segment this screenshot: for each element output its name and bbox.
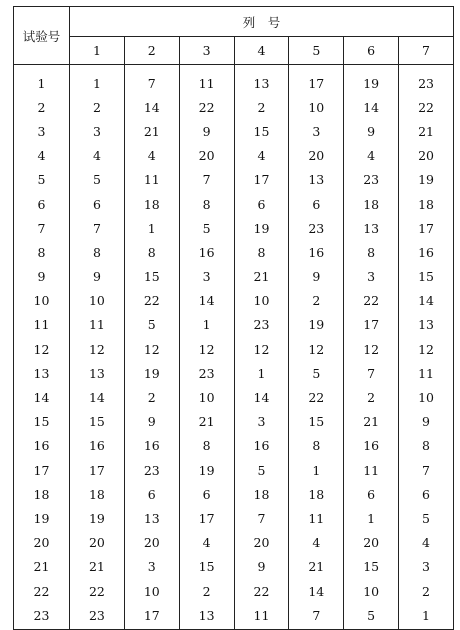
value-cell: 3 <box>289 119 344 143</box>
column-header: 3 <box>179 37 234 65</box>
value-cell: 9 <box>289 265 344 289</box>
orthogonal-table-container <box>13 6 454 630</box>
table-row <box>14 361 454 385</box>
trial-number-cell: 23 <box>33 607 50 623</box>
value-cell: 22 <box>344 289 399 313</box>
value-cell: 2 <box>179 579 234 603</box>
value-cell: 11 <box>344 458 399 482</box>
value-cell: 6 <box>234 192 289 216</box>
value-cell: 6 <box>399 482 454 506</box>
value-cell: 7 <box>70 216 125 240</box>
value-cell: 1 <box>399 603 454 630</box>
table-row <box>14 168 454 192</box>
trial-number-cell: 3 <box>37 123 46 139</box>
value-cell: 21 <box>179 410 234 434</box>
value-cell: 11 <box>289 506 344 530</box>
value-cell: 2 <box>399 579 454 603</box>
value-cell: 16 <box>234 434 289 458</box>
value-cell: 6 <box>124 482 179 506</box>
value-cell: 18 <box>124 192 179 216</box>
value-cell: 3 <box>70 119 125 143</box>
column-header: 1 <box>70 37 125 65</box>
value-cell: 1 <box>289 458 344 482</box>
value-cell: 8 <box>399 434 454 458</box>
value-cell: 11 <box>70 313 125 337</box>
value-cell: 10 <box>344 579 399 603</box>
value-cell: 22 <box>234 579 289 603</box>
value-cell: 5 <box>234 458 289 482</box>
value-cell: 16 <box>179 240 234 264</box>
value-cell: 19 <box>124 361 179 385</box>
trial-number-cell: 4 <box>37 148 46 164</box>
value-cell: 1 <box>179 313 234 337</box>
value-cell: 9 <box>124 410 179 434</box>
trial-number-cell: 8 <box>37 244 46 260</box>
value-cell: 15 <box>289 410 344 434</box>
table-row <box>14 579 454 603</box>
trial-number-cell: 15 <box>33 414 50 430</box>
value-cell: 17 <box>234 168 289 192</box>
table-row <box>14 531 454 555</box>
trial-number-cell: 1 <box>37 75 46 91</box>
trial-number-cell: 16 <box>33 438 50 454</box>
trial-number-cell: 10 <box>33 293 50 309</box>
value-cell: 21 <box>344 410 399 434</box>
value-cell: 15 <box>70 410 125 434</box>
value-cell: 16 <box>70 434 125 458</box>
value-cell: 5 <box>399 506 454 530</box>
table-body <box>14 65 454 630</box>
table-row <box>14 506 454 530</box>
value-cell: 7 <box>289 603 344 630</box>
value-cell: 9 <box>344 119 399 143</box>
value-cell: 13 <box>344 216 399 240</box>
value-cell: 14 <box>399 289 454 313</box>
value-cell: 1 <box>70 65 125 96</box>
value-cell: 11 <box>399 361 454 385</box>
trial-number-cell: 7 <box>37 220 46 236</box>
value-cell: 23 <box>399 65 454 96</box>
value-cell: 7 <box>344 361 399 385</box>
value-cell: 23 <box>124 458 179 482</box>
trial-number-cell: 5 <box>37 172 46 188</box>
value-cell: 23 <box>344 168 399 192</box>
table-row <box>14 337 454 361</box>
trial-number-cell: 9 <box>37 269 46 285</box>
value-cell: 15 <box>124 265 179 289</box>
orthogonal-array-table <box>13 6 454 630</box>
value-cell: 19 <box>344 65 399 96</box>
value-cell: 10 <box>399 385 454 409</box>
table-row <box>14 603 454 630</box>
trial-number-cell: 20 <box>33 535 50 551</box>
column-header: 4 <box>234 37 289 65</box>
column-header: 7 <box>399 37 454 65</box>
value-cell: 4 <box>124 144 179 168</box>
value-cell: 7 <box>234 506 289 530</box>
table-row <box>14 119 454 143</box>
value-cell: 12 <box>344 337 399 361</box>
value-cell: 9 <box>234 555 289 579</box>
value-cell: 8 <box>344 240 399 264</box>
value-cell: 6 <box>289 192 344 216</box>
value-cell: 14 <box>179 289 234 313</box>
trial-number-cell: 13 <box>33 365 50 381</box>
value-cell: 13 <box>124 506 179 530</box>
table-header <box>14 7 454 65</box>
value-cell: 10 <box>289 95 344 119</box>
value-cell: 12 <box>289 337 344 361</box>
value-cell: 17 <box>124 603 179 630</box>
value-cell: 14 <box>124 95 179 119</box>
value-cell: 12 <box>179 337 234 361</box>
value-cell: 6 <box>179 482 234 506</box>
corner-header-trial-no: 试验号 <box>14 7 70 65</box>
value-cell: 10 <box>234 289 289 313</box>
value-cell: 15 <box>179 555 234 579</box>
value-cell: 10 <box>179 385 234 409</box>
value-cell: 23 <box>234 313 289 337</box>
value-cell: 2 <box>289 289 344 313</box>
value-cell: 22 <box>124 289 179 313</box>
value-cell: 15 <box>234 119 289 143</box>
value-cell: 23 <box>179 361 234 385</box>
value-cell: 13 <box>289 168 344 192</box>
value-cell: 21 <box>70 555 125 579</box>
value-cell: 3 <box>399 555 454 579</box>
value-cell: 7 <box>399 458 454 482</box>
value-cell: 20 <box>124 531 179 555</box>
value-cell: 17 <box>179 506 234 530</box>
value-cell: 3 <box>344 265 399 289</box>
table-row <box>14 192 454 216</box>
value-cell: 8 <box>234 240 289 264</box>
table-row <box>14 458 454 482</box>
value-cell: 9 <box>70 265 125 289</box>
value-cell: 8 <box>179 192 234 216</box>
value-cell: 8 <box>179 434 234 458</box>
value-cell: 4 <box>399 531 454 555</box>
value-cell: 5 <box>344 603 399 630</box>
value-cell: 20 <box>289 144 344 168</box>
value-cell: 18 <box>344 192 399 216</box>
table-row <box>14 65 454 96</box>
value-cell: 22 <box>399 95 454 119</box>
table-row <box>14 95 454 119</box>
value-cell: 8 <box>124 240 179 264</box>
value-cell: 6 <box>70 192 125 216</box>
value-cell: 13 <box>70 361 125 385</box>
value-cell: 19 <box>399 168 454 192</box>
table-row <box>14 289 454 313</box>
value-cell: 11 <box>179 65 234 96</box>
trial-number-cell: 11 <box>33 317 50 333</box>
value-cell: 21 <box>289 555 344 579</box>
value-cell: 16 <box>399 240 454 264</box>
trial-number-cell: 22 <box>33 583 50 599</box>
trial-number-cell: 21 <box>33 559 50 575</box>
table-row <box>14 385 454 409</box>
value-cell: 18 <box>399 192 454 216</box>
value-cell: 12 <box>399 337 454 361</box>
value-cell: 7 <box>179 168 234 192</box>
value-cell: 14 <box>289 579 344 603</box>
value-cell: 2 <box>344 385 399 409</box>
value-cell: 14 <box>344 95 399 119</box>
value-cell: 16 <box>289 240 344 264</box>
table-row <box>14 240 454 264</box>
value-cell: 23 <box>70 603 125 630</box>
trial-number-cell: 6 <box>37 196 46 212</box>
value-cell: 17 <box>344 313 399 337</box>
value-cell: 22 <box>179 95 234 119</box>
value-cell: 3 <box>124 555 179 579</box>
trial-number-cell: 19 <box>33 510 50 526</box>
value-cell: 17 <box>289 65 344 96</box>
value-cell: 22 <box>70 579 125 603</box>
column-header: 6 <box>344 37 399 65</box>
column-number-row <box>14 37 454 65</box>
table-row <box>14 410 454 434</box>
table-row <box>14 265 454 289</box>
value-cell: 1 <box>124 216 179 240</box>
value-cell: 20 <box>179 144 234 168</box>
value-cell: 3 <box>179 265 234 289</box>
value-cell: 18 <box>234 482 289 506</box>
value-cell: 12 <box>124 337 179 361</box>
table-row <box>14 144 454 168</box>
value-cell: 12 <box>234 337 289 361</box>
value-cell: 7 <box>124 65 179 96</box>
value-cell: 19 <box>179 458 234 482</box>
value-cell: 21 <box>124 119 179 143</box>
value-cell: 11 <box>234 603 289 630</box>
value-cell: 4 <box>289 531 344 555</box>
value-cell: 1 <box>234 361 289 385</box>
value-cell: 2 <box>124 385 179 409</box>
value-cell: 18 <box>70 482 125 506</box>
value-cell: 2 <box>234 95 289 119</box>
value-cell: 4 <box>70 144 125 168</box>
value-cell: 14 <box>70 385 125 409</box>
value-cell: 19 <box>289 313 344 337</box>
value-cell: 4 <box>179 531 234 555</box>
value-cell: 9 <box>399 410 454 434</box>
value-cell: 23 <box>289 216 344 240</box>
value-cell: 13 <box>234 65 289 96</box>
value-cell: 1 <box>344 506 399 530</box>
value-cell: 12 <box>70 337 125 361</box>
value-cell: 11 <box>124 168 179 192</box>
value-cell: 13 <box>399 313 454 337</box>
value-cell: 20 <box>399 144 454 168</box>
value-cell: 3 <box>234 410 289 434</box>
value-cell: 19 <box>234 216 289 240</box>
value-cell: 15 <box>344 555 399 579</box>
table-row <box>14 482 454 506</box>
trial-number-cell: 18 <box>33 486 50 502</box>
trial-number-cell: 2 <box>37 99 46 115</box>
value-cell: 2 <box>70 95 125 119</box>
value-cell: 17 <box>399 216 454 240</box>
trial-number-cell: 12 <box>33 341 50 357</box>
value-cell: 13 <box>179 603 234 630</box>
column-header: 2 <box>124 37 179 65</box>
value-cell: 21 <box>399 119 454 143</box>
table-row <box>14 313 454 337</box>
table-row <box>14 434 454 458</box>
value-cell: 4 <box>344 144 399 168</box>
value-cell: 16 <box>344 434 399 458</box>
value-cell: 5 <box>289 361 344 385</box>
value-cell: 8 <box>289 434 344 458</box>
value-cell: 5 <box>124 313 179 337</box>
value-cell: 22 <box>289 385 344 409</box>
value-cell: 16 <box>124 434 179 458</box>
value-cell: 9 <box>179 119 234 143</box>
table-row <box>14 555 454 579</box>
value-cell: 17 <box>70 458 125 482</box>
value-cell: 19 <box>70 506 125 530</box>
group-header-column-no: 列 号 <box>70 7 454 37</box>
trial-number-cell: 17 <box>33 462 50 478</box>
trial-number-cell: 14 <box>33 390 50 406</box>
table-row <box>14 216 454 240</box>
value-cell: 18 <box>289 482 344 506</box>
value-cell: 14 <box>234 385 289 409</box>
value-cell: 5 <box>179 216 234 240</box>
value-cell: 20 <box>344 531 399 555</box>
value-cell: 4 <box>234 144 289 168</box>
value-cell: 20 <box>70 531 125 555</box>
column-header: 5 <box>289 37 344 65</box>
value-cell: 10 <box>70 289 125 313</box>
value-cell: 8 <box>70 240 125 264</box>
value-cell: 5 <box>70 168 125 192</box>
value-cell: 21 <box>234 265 289 289</box>
value-cell: 6 <box>344 482 399 506</box>
value-cell: 15 <box>399 265 454 289</box>
value-cell: 20 <box>234 531 289 555</box>
value-cell: 10 <box>124 579 179 603</box>
